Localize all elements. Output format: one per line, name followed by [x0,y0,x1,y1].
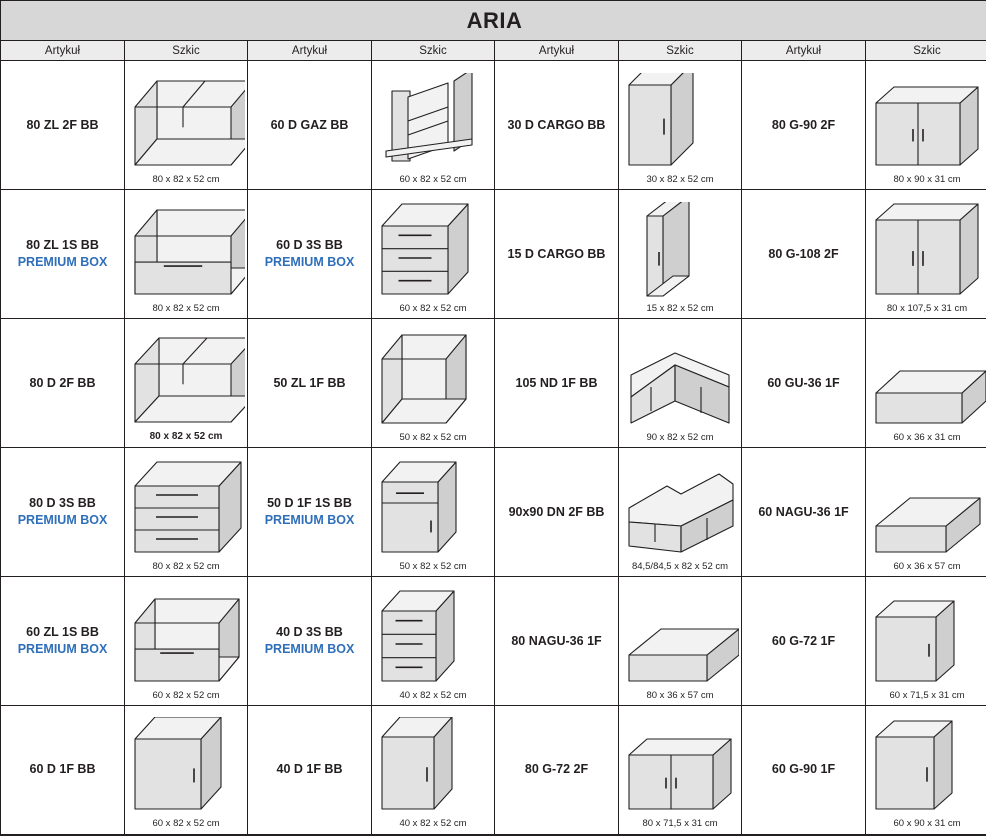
product-code: 80 G-72 2F [499,761,614,778]
dimensions-label: 80 x 82 x 52 cm [125,561,247,576]
product-name-cell[interactable] [742,319,866,448]
product-name-cell[interactable] [1,448,125,577]
dimensions-label: 40 x 82 x 52 cm [372,690,494,705]
product-name-cell[interactable] [495,319,619,448]
cabinet-sketch-icon [125,455,247,561]
column-header-artykul-4: Artykuł [742,41,866,61]
product-sketch-cell [866,706,986,835]
cabinet-sketch-icon [619,68,741,174]
cabinet-sketch-icon [372,455,494,561]
column-header-szkic-1: Szkic [125,41,248,61]
dimensions-label: 60 x 71,5 x 31 cm [866,690,986,705]
product-code: 50 ZL 1F BB [252,375,367,392]
table-row [1,190,986,319]
table-row [1,577,986,706]
product-variant-label: PREMIUM BOX [5,641,120,658]
product-name-cell[interactable] [495,448,619,577]
product-name-cell[interactable] [742,190,866,319]
dimensions-label: 30 x 82 x 52 cm [619,174,741,189]
cabinet-sketch-icon [619,712,741,818]
dimensions-label: 90 x 82 x 52 cm [619,432,741,447]
table-row [1,706,986,835]
cabinet-sketch-icon [866,584,986,690]
cabinet-sketch-icon [619,455,741,561]
column-header-szkic-3: Szkic [619,41,742,61]
product-code: 105 ND 1F BB [499,375,614,392]
table-row [1,319,986,448]
cabinet-sketch-icon [125,197,247,303]
product-code: 90x90 DN 2F BB [499,504,614,521]
dimensions-label: 50 x 82 x 52 cm [372,561,494,576]
product-sketch-cell [866,61,986,190]
cabinet-sketch-icon [372,712,494,818]
dimensions-label: 60 x 90 x 31 cm [866,818,986,833]
product-name-cell[interactable] [742,448,866,577]
product-sketch-cell [619,319,742,448]
dimensions-label: 60 x 82 x 52 cm [125,818,247,833]
table-row [1,448,986,577]
product-code: 80 G-108 2F [746,246,861,263]
dimensions-label: 60 x 82 x 52 cm [372,174,494,189]
product-name-cell[interactable] [1,319,125,448]
product-code: 60 GU-36 1F [746,375,861,392]
product-sketch-cell [866,577,986,706]
product-name-cell[interactable] [1,190,125,319]
cabinet-sketch-icon [619,584,741,690]
cabinet-sketch-icon [372,68,494,174]
product-name-cell[interactable] [495,190,619,319]
cabinet-sketch-icon [372,197,494,303]
product-name-cell[interactable] [495,61,619,190]
product-code: 60 D 1F BB [5,761,120,778]
product-code: 80 NAGU-36 1F [499,633,614,650]
product-sketch-cell [125,706,248,835]
cabinet-sketch-icon [619,326,741,432]
dimensions-label: 50 x 82 x 52 cm [372,432,494,447]
product-code: 60 D GAZ BB [252,117,367,134]
product-name-cell[interactable] [495,577,619,706]
product-name-cell[interactable] [248,706,372,835]
cabinet-sketch-icon [866,197,986,303]
cabinet-sketch-icon [866,712,986,818]
cabinet-sketch-icon [619,197,741,303]
product-sketch-cell [125,577,248,706]
product-sketch-cell [619,190,742,319]
dimensions-label: 60 x 36 x 57 cm [866,561,986,576]
column-header-artykul-3: Artykuł [495,41,619,61]
product-name-cell[interactable] [248,190,372,319]
product-code: 40 D 1F BB [252,761,367,778]
dimensions-label: 84,5/84,5 x 82 x 52 cm [619,561,741,576]
cabinet-sketch-icon [372,326,494,432]
column-header-artykul-1: Artykuł [1,41,125,61]
product-sketch-cell [619,577,742,706]
cabinet-sketch-icon [866,68,986,174]
product-variant-label: PREMIUM BOX [252,641,367,658]
catalog-title-row [1,1,986,41]
product-name-cell[interactable] [742,706,866,835]
product-name-cell[interactable] [1,61,125,190]
product-code: 30 D CARGO BB [499,117,614,134]
product-name-cell[interactable] [742,577,866,706]
product-sketch-cell [866,448,986,577]
product-code: 60 G-90 1F [746,761,861,778]
column-header-szkic-2: Szkic [372,41,495,61]
dimensions-label: 80 x 82 x 52 cm [125,431,247,447]
product-sketch-cell [372,577,495,706]
cabinet-sketch-icon [866,326,986,432]
dimensions-label: 40 x 82 x 52 cm [372,818,494,833]
product-sketch-cell [125,61,248,190]
product-name-cell[interactable] [495,706,619,835]
dimensions-label: 80 x 107,5 x 31 cm [866,303,986,318]
product-name-cell[interactable] [248,319,372,448]
dimensions-label: 60 x 82 x 52 cm [125,690,247,705]
product-name-cell[interactable] [1,577,125,706]
product-sketch-cell [619,61,742,190]
cabinet-sketch-icon [372,584,494,690]
product-code: 80 D 2F BB [5,375,120,392]
product-code: 80 G-90 2F [746,117,861,134]
product-code: 60 NAGU-36 1F [746,504,861,521]
cabinet-sketch-icon [866,455,986,561]
product-sketch-cell [619,448,742,577]
dimensions-label: 15 x 82 x 52 cm [619,303,741,318]
product-sketch-cell [125,190,248,319]
product-sketch-cell [372,319,495,448]
product-name-cell[interactable] [742,61,866,190]
product-sketch-cell [125,448,248,577]
product-code: 80 ZL 2F BB [5,117,120,134]
product-sketch-cell [372,190,495,319]
product-variant-label: PREMIUM BOX [5,512,120,529]
product-code: 60 D 3S BB [252,237,367,254]
product-name-cell[interactable] [1,706,125,835]
dimensions-label: 80 x 36 x 57 cm [619,690,741,705]
table-row [1,61,986,190]
product-code: 60 G-72 1F [746,633,861,650]
product-code: 50 D 1F 1S BB [252,495,367,512]
cabinet-sketch-icon [125,584,247,690]
dimensions-label: 80 x 82 x 52 cm [125,303,247,318]
product-sketch-cell [125,319,248,448]
column-header-artykul-2: Artykuł [248,41,372,61]
dimensions-label: 80 x 71,5 x 31 cm [619,818,741,833]
dimensions-label: 60 x 36 x 31 cm [866,432,986,447]
product-variant-label: PREMIUM BOX [252,512,367,529]
product-variant-label: PREMIUM BOX [252,254,367,271]
product-name-cell[interactable] [248,577,372,706]
product-code: 80 ZL 1S BB [5,237,120,254]
dimensions-label: 80 x 82 x 52 cm [125,174,247,189]
cabinet-sketch-icon [125,325,247,431]
page-title: ARIA [1,1,986,41]
product-variant-label: PREMIUM BOX [5,254,120,271]
product-sketch-cell [866,190,986,319]
product-code: 15 D CARGO BB [499,246,614,263]
product-name-cell[interactable] [248,448,372,577]
cabinet-sketch-icon [125,68,247,174]
product-code: 60 ZL 1S BB [5,624,120,641]
product-name-cell[interactable] [248,61,372,190]
catalog-body [1,61,986,835]
dimensions-label: 60 x 82 x 52 cm [372,303,494,318]
product-sketch-cell [372,448,495,577]
product-code: 80 D 3S BB [5,495,120,512]
product-sketch-cell [866,319,986,448]
column-header-szkic-4: Szkic [866,41,986,61]
product-code: 40 D 3S BB [252,624,367,641]
product-sketch-cell [619,706,742,835]
cabinet-sketch-icon [125,712,247,818]
product-sketch-cell [372,61,495,190]
dimensions-label: 80 x 90 x 31 cm [866,174,986,189]
product-sketch-cell [372,706,495,835]
column-header-row [1,41,986,61]
